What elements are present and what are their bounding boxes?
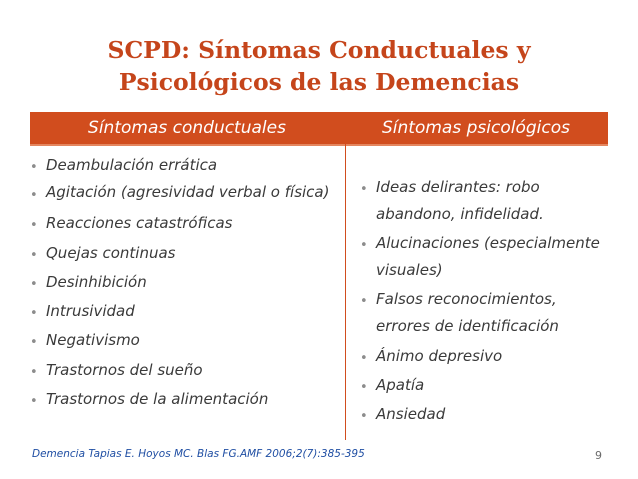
- list-item: • Deambulación errática: [30, 151, 342, 180]
- list-item: • Ideas delirantes: robo abandono, infidelidad.: [360, 178, 544, 223]
- list-item: • Ánimo depresivo: [360, 342, 600, 371]
- header-sintomas-conductuales: Síntomas conductuales: [88, 118, 286, 138]
- list-item: • Intrusividad: [30, 297, 342, 326]
- list-item: • Agitación (agresividad verbal o física): [30, 180, 342, 205]
- list-item: • Trastornos del sueño: [30, 356, 342, 385]
- bullet-icon: •: [360, 182, 368, 197]
- bullet-icon: •: [360, 409, 368, 424]
- slide-title-line-2: Psicológicos de las Demencias: [118, 68, 520, 96]
- bullet-icon: •: [30, 160, 38, 175]
- list-item: • Falsos reconocimientos, errores de identificación: [360, 290, 559, 335]
- bullet-icon: •: [30, 188, 38, 204]
- bullet-icon: •: [360, 380, 368, 395]
- slide-title-line-1: SCPD: Síntomas Conductuales y: [107, 36, 531, 64]
- list-item: • Desinhibición: [30, 268, 342, 297]
- list-item: • Negativismo: [30, 326, 342, 355]
- table-header: [30, 112, 608, 144]
- list-item: • Apatía: [360, 371, 600, 400]
- list-item: • Reacciones catastróficas: [30, 209, 342, 238]
- header-sintomas-psicologicos: Síntomas psicológicos: [382, 118, 570, 138]
- bullet-icon: •: [30, 364, 38, 380]
- reference-citation: Demencia Tapias E. Hoyos MC. Blas FG.AMF 2006;2(7):385-395: [32, 448, 365, 460]
- bullet-icon: •: [30, 335, 38, 351]
- bullet-icon: •: [30, 306, 38, 322]
- list-item: • Ansiedad: [360, 400, 600, 429]
- slide-title: [0, 34, 638, 98]
- list-item: • Trastornos de la alimentación: [30, 385, 342, 414]
- bullet-icon: •: [360, 294, 368, 309]
- bullet-icon: •: [30, 218, 38, 234]
- column-divider: [345, 144, 346, 440]
- bullet-icon: •: [360, 351, 368, 366]
- bullet-icon: •: [30, 394, 38, 410]
- page-number: 9: [595, 449, 602, 462]
- bullet-icon: •: [30, 247, 38, 263]
- conductuales-list: [30, 151, 342, 414]
- bullet-icon: •: [360, 238, 368, 253]
- header-underline: [30, 144, 608, 146]
- psicologicos-list: [360, 174, 600, 429]
- list-item: • Alucinaciones (especialmente visuales): [360, 234, 600, 279]
- bullet-icon: •: [30, 276, 38, 292]
- list-item: • Quejas continuas: [30, 239, 342, 268]
